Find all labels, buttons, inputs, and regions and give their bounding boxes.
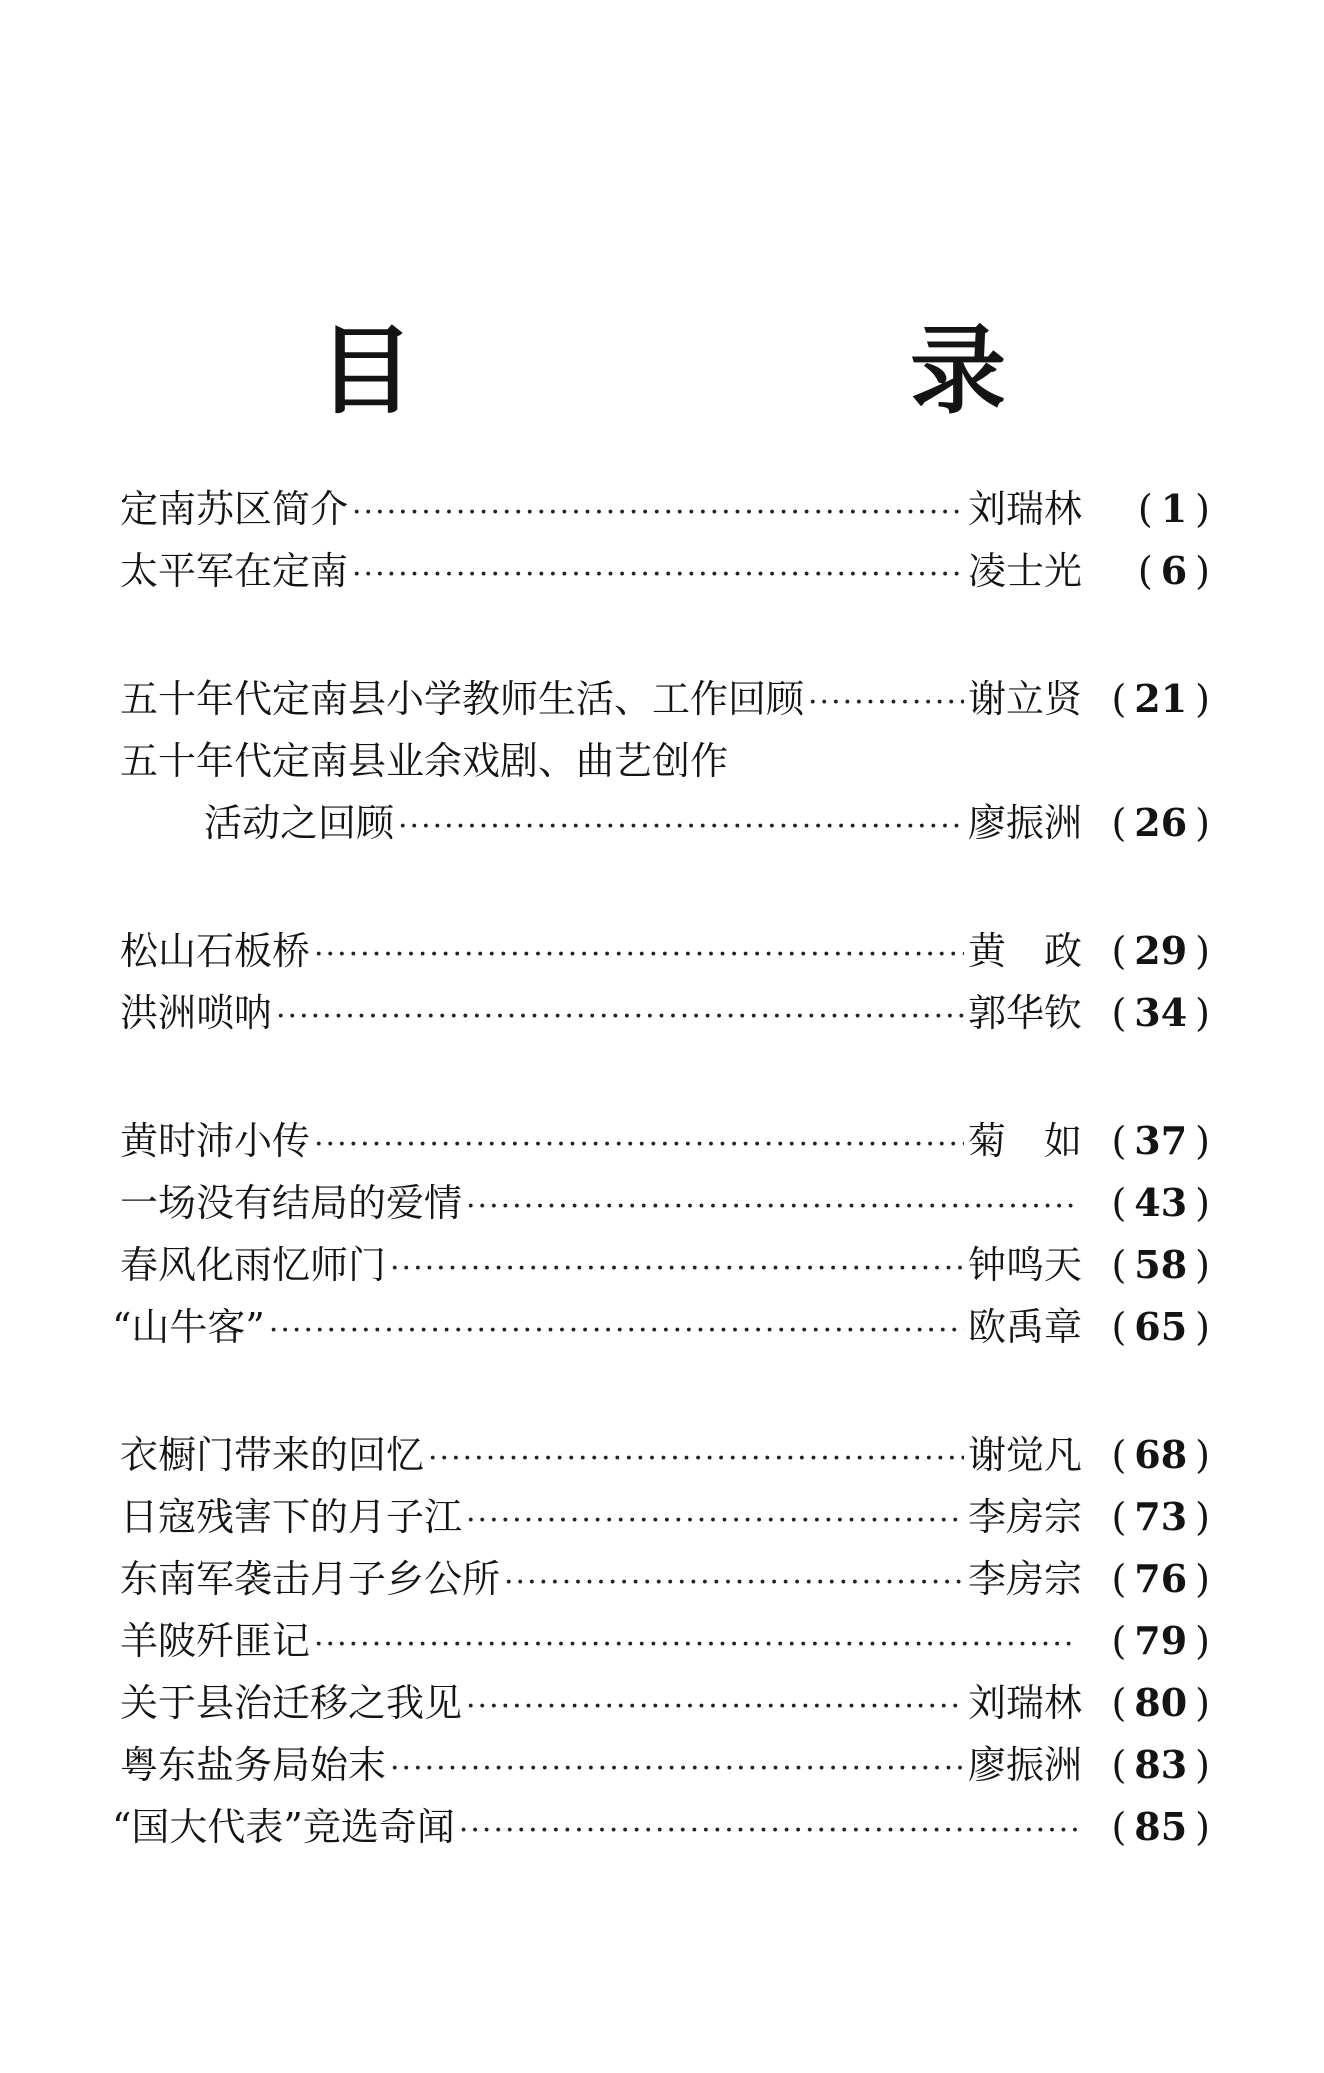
entry-author: 欧禹章 — [967, 1305, 1082, 1349]
entry-title: 松山石板桥 — [120, 929, 311, 973]
entry-page: ( 68 ) — [1082, 1424, 1210, 1486]
dot-leader — [314, 924, 964, 986]
dot-leader — [314, 1614, 1078, 1676]
toc-group — [112, 1424, 1210, 1858]
entry-page: ( 83 ) — [1082, 1734, 1210, 1796]
entry-title: 粤东盐务局始末 — [120, 1743, 387, 1787]
toc-group — [112, 1110, 1210, 1358]
entry-author: 钟鸣天 — [967, 1243, 1082, 1287]
entry-page: ( 80 ) — [1082, 1672, 1210, 1734]
toc-entry[interactable] — [112, 1296, 1210, 1358]
entry-page: ( 26 ) — [1082, 792, 1210, 854]
dot-leader — [314, 1114, 964, 1176]
toc-entry[interactable] — [120, 1110, 1210, 1172]
entry-title: 活动之回顾 — [204, 801, 395, 845]
entry-page: ( 43 ) — [1082, 1172, 1210, 1234]
entry-author: 郭华钦 — [967, 991, 1082, 1035]
toc-entry[interactable] — [120, 478, 1210, 540]
dot-leader — [398, 796, 964, 858]
entry-title: “山牛客” — [112, 1305, 265, 1349]
toc-entry[interactable] — [120, 920, 1210, 982]
toc-entry[interactable] — [120, 982, 1210, 1044]
dot-leader — [466, 1676, 964, 1738]
dot-leader — [808, 672, 964, 734]
entry-page: ( 79 ) — [1082, 1610, 1210, 1672]
toc-entry[interactable] — [120, 792, 1210, 854]
toc-entry[interactable] — [120, 1486, 1210, 1548]
entry-author: 廖振洲 — [967, 801, 1082, 845]
table-of-contents — [112, 478, 1210, 1924]
toc-entry[interactable] — [120, 1548, 1210, 1610]
dot-leader — [466, 1176, 1078, 1238]
toc-entry[interactable] — [120, 1672, 1210, 1734]
entry-author: 刘瑞林 — [967, 487, 1082, 531]
entry-page: ( 85 ) — [1082, 1796, 1210, 1858]
entry-title: 黄时沛小传 — [120, 1119, 311, 1163]
entry-title-line-1[interactable]: 五十年代定南县业余戏剧、曲艺创作 — [120, 739, 729, 783]
toc-entry[interactable] — [120, 1172, 1210, 1234]
dot-leader — [352, 482, 964, 544]
entry-author: 李房宗 — [967, 1557, 1082, 1601]
dot-leader — [390, 1738, 964, 1800]
dot-leader — [390, 1238, 964, 1300]
entry-title: 太平军在定南 — [120, 549, 349, 593]
entry-page: ( 65 ) — [1082, 1296, 1210, 1358]
toc-entry[interactable] — [120, 1234, 1210, 1296]
entry-title: 羊陂歼匪记 — [120, 1619, 311, 1663]
entry-author: 菊 如 — [967, 1119, 1082, 1163]
toc-entry[interactable] — [120, 1424, 1210, 1486]
entry-author: 谢觉凡 — [967, 1433, 1082, 1477]
entry-author: 谢立贤 — [967, 677, 1082, 721]
entry-title: 衣橱门带来的回忆 — [120, 1433, 425, 1477]
dot-leader — [428, 1428, 964, 1490]
entry-title: 五十年代定南县小学教师生活、工作回顾 — [120, 677, 805, 721]
entry-page: ( 37 ) — [1082, 1110, 1210, 1172]
entry-page: ( 58 ) — [1082, 1234, 1210, 1296]
dot-leader — [276, 986, 964, 1048]
page-title: 目 录 — [318, 314, 1206, 427]
toc-entry[interactable] — [120, 1734, 1210, 1796]
entry-page: ( 76 ) — [1082, 1548, 1210, 1610]
entry-title: 春风化雨忆师门 — [120, 1243, 387, 1287]
entry-author: 李房宗 — [967, 1495, 1082, 1539]
entry-title: 洪洲唢呐 — [120, 991, 273, 1035]
entry-page: ( 6 ) — [1082, 540, 1210, 602]
entry-author: 黄 政 — [967, 929, 1082, 973]
toc-group — [120, 668, 1210, 854]
dot-leader — [459, 1800, 1078, 1862]
dot-leader — [466, 1490, 964, 1552]
entry-title: 日寇残害下的月子江 — [120, 1495, 463, 1539]
toc-group — [120, 478, 1210, 602]
entry-title: 关于县治迁移之我见 — [120, 1681, 463, 1725]
entry-author: 凌士光 — [967, 549, 1082, 593]
toc-entry[interactable] — [120, 540, 1210, 602]
entry-page: ( 34 ) — [1082, 982, 1210, 1044]
toc-entry[interactable] — [120, 668, 1210, 730]
entry-title: 东南军袭击月子乡公所 — [120, 1557, 501, 1601]
entry-page: ( 73 ) — [1082, 1486, 1210, 1548]
entry-author: 廖振洲 — [967, 1743, 1082, 1787]
entry-title: 一场没有结局的爱情 — [120, 1181, 463, 1225]
entry-page: ( 29 ) — [1082, 920, 1210, 982]
toc-entry[interactable] — [120, 1610, 1210, 1672]
dot-leader — [269, 1300, 964, 1362]
entry-author: 刘瑞林 — [967, 1681, 1082, 1725]
toc-entry[interactable] — [112, 1796, 1210, 1858]
entry-title: “国大代表”竞选奇闻 — [112, 1805, 455, 1849]
toc-group — [120, 920, 1210, 1044]
dot-leader — [504, 1552, 964, 1614]
dot-leader — [352, 544, 964, 606]
entry-page: ( 1 ) — [1082, 478, 1210, 540]
entry-page: ( 21 ) — [1082, 668, 1210, 730]
entry-title: 定南苏区简介 — [120, 487, 349, 531]
